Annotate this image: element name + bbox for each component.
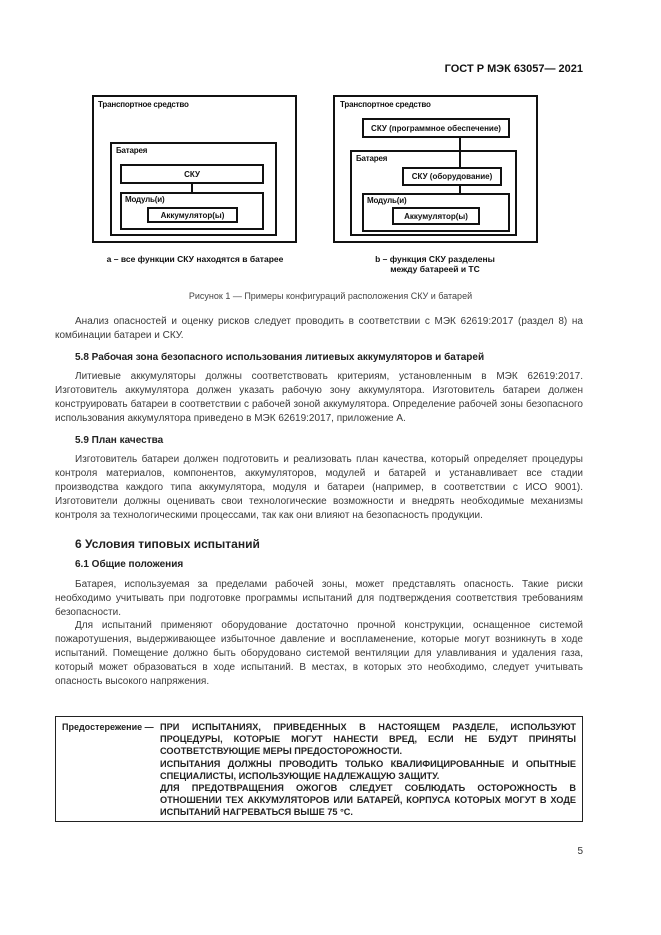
modules-label: Модуль(и) [125, 195, 165, 204]
figure-a-caption: a – все функции СКУ находятся в батарее [106, 254, 284, 264]
paragraph: Изготовитель батареи должен подготовить и реализовать план качества, который определяет процедуры контроля материалов, компонентов, аккумуляторов, модулей и батарей и устанавливает все стадии производства каждого типа аккумулятора, модуля и батареи (например, в соответствии с ИСО 9001). Изготовители должны оценивать свои технологические возможности и внедрять необходимые механизмы контроля за технологическими процессами, так как они влияют на безопасность продукции. [55, 454, 583, 521]
battery-label: Батарея [356, 154, 388, 163]
cells-box: Аккумулятор(ы) [392, 207, 480, 225]
section-heading-6: 6 Условия типовых испытаний [75, 537, 260, 552]
section-heading-6-1: 6.1 Общие положения [75, 559, 184, 571]
bms-box: СКУ [120, 164, 264, 184]
bms-hardware-box: СКУ (оборудование) [402, 167, 502, 186]
paragraph: Литиевые аккумуляторы должны соответствовать критериям, установленным в МЭК 62619:2017. Изготовитель аккумулятора должен указать рабочую зону аккумулятора. Изготовитель батареи должен конструировать батареи в соответствии с рабочей зоной аккумулятора. Определение рабочей зоны безопасного использования аккумулятора приведено в МЭК 62619:2017, приложение А. [55, 371, 583, 424]
body-text [55, 315, 583, 688]
warning-text [160, 721, 576, 817]
paragraph: Батарея, используемая за пределами рабочей зоны, может представлять опасность. Такие риски необходимо учитывать при подготовке программы испытаний для подтверждения соответствия требованиям безопасности. [55, 578, 583, 618]
figure-b-caption [330, 254, 540, 274]
caption-line: b – функция СКУ разделены [375, 254, 495, 264]
battery-label: Батарея [116, 146, 148, 155]
warning-line: ПРИ ИСПЫТАНИЯХ, ПРИВЕДЕННЫХ В НАСТОЯЩЕМ РАЗДЕЛЕ, ИСПОЛЬЗУЮТ ПРОЦЕДУРЫ, КОТОРЫЕ МОГУТ НАНЕСТИ ВРЕД, ЕСЛИ НЕ БУДУТ ПРИНЯТЫ СООТВЕТСТВУЮЩИЕ МЕРЫ ПРЕДОСТОРОЖНОСТИ. [160, 722, 576, 757]
bms-software-box: СКУ (программное обеспечение) [362, 118, 510, 138]
cells-box: Аккумулятор(ы) [147, 207, 238, 223]
page-number: 5 [577, 846, 583, 857]
paragraph: Для испытаний применяют оборудование достаточно прочной конструкции, оснащенное системой пожаротушения, выдерживающее избыточное давление и воспламенение, которые могут возникнуть в ходе испытаний. Помещение должно быть оборудовано системой вентиляции для улавливания и удаления газа, который может образоваться в ходе испытаний. В местах, в которых это необходимо, следует учитывать опасность высокого напряжения. [55, 620, 583, 687]
vehicle-label: Транспортное средство [98, 100, 189, 109]
warning-line: ИСПЫТАНИЯ ДОЛЖНЫ ПРОВОДИТЬ ТОЛЬКО КВАЛИФИЦИРОВАННЫЕ И ОПЫТНЫЕ СПЕЦИАЛИСТЫ, ИСПОЛЬЗУЮЩИЕ НАДЛЕЖАЩУЮ ЗАЩИТУ. [160, 758, 576, 781]
connector-line [459, 186, 461, 193]
connector-line [191, 184, 193, 192]
warning-label: Предостережение — [62, 722, 154, 732]
section-heading-5-8: 5.8 Рабочая зона безопасного использования литиевых аккумуляторов и батарей [75, 351, 485, 363]
section-heading-5-9: 5.9 План качества [75, 434, 164, 446]
warning-box [55, 716, 583, 822]
paragraph: Анализ опасностей и оценку рисков следует проводить в соответствии с МЭК 62619:2017 (раздел 8) на комбинации батареи и СКУ. [55, 316, 583, 341]
vehicle-label: Транспортное средство [340, 100, 431, 109]
figure-caption: Рисунок 1 — Примеры конфигураций расположения СКУ и батарей [188, 291, 473, 301]
document-header: ГОСТ Р МЭК 63057— 2021 [444, 63, 583, 75]
modules-label: Модуль(и) [367, 196, 407, 205]
caption-line: между батареей и ТС [390, 264, 480, 274]
warning-line: ДЛЯ ПРЕДОТВРАЩЕНИЯ ОЖОГОВ СЛЕДУЕТ СОБЛЮДАТЬ ОСТОРОЖНОСТЬ В ОТНОШЕНИИ ТЕХ АККУМУЛЯТОРОВ ИЛИ БАТАРЕЙ, КОРПУСА КОТОРЫХ МОГУТ В ХОДЕ ИСПЫТАНИЙ НАГРЕВАТЬСЯ ВЫШЕ 75 °С. [160, 783, 576, 818]
